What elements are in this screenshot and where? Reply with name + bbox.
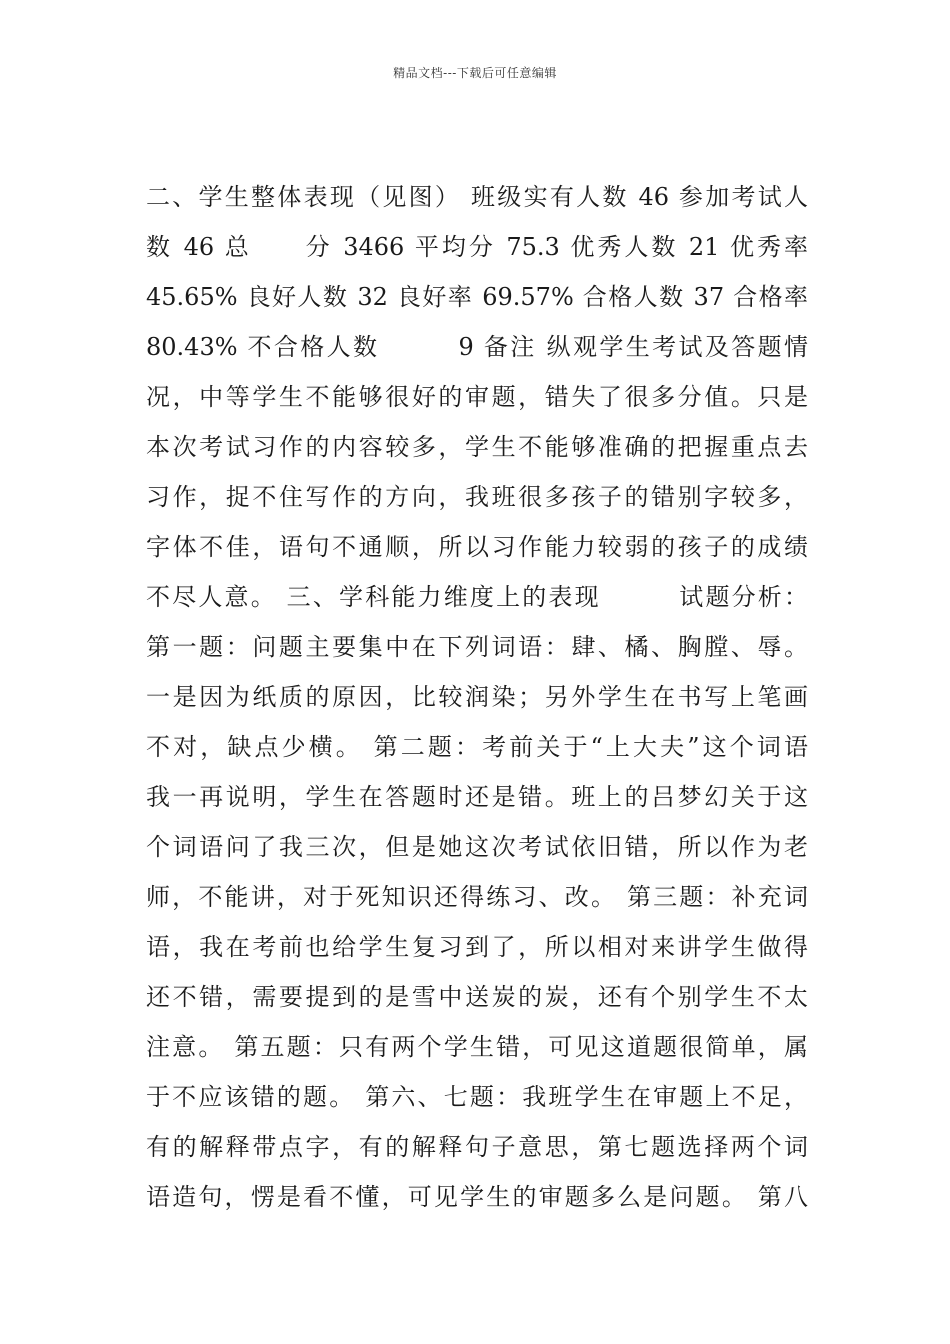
text-line: 二、学生整体表现（见图） 班级实有人数 46 参加考试人 [146, 183, 808, 211]
page-header: 精品文档---下载后可任意编辑 [393, 66, 557, 80]
text-line: 于不应该错的题。 第六、七题：我班学生在审题上不足， [146, 1083, 808, 1111]
text-line: 本次考试习作的内容较多，学生不能够准确的把握重点去 [146, 433, 808, 461]
text-line: 字体不佳，语句不通顺，所以习作能力较弱的孩子的成绩 [146, 533, 808, 561]
text-line: 还不错，需要提到的是雪中送炭的炭，还有个别学生不太 [146, 983, 808, 1011]
text-line: 不对，缺点少横。 第二题：考前关于“上大夫”这个词语 [146, 733, 808, 761]
text-line: 语造句，愣是看不懂，可见学生的审题多么是问题。 第八 [146, 1183, 808, 1211]
text-line: 数 46 总 分 3466 平均分 75.3 优秀人数 21 优秀率 [146, 233, 808, 261]
text-line: 况，中等学生不能够很好的审题，错失了很多分值。只是 [146, 383, 808, 411]
text-line: 有的解释带点字，有的解释句子意思，第七题选择两个词 [146, 1133, 808, 1161]
document-body [146, 172, 808, 1222]
text-line: 我一再说明，学生在答题时还是错。班上的吕梦幻关于这 [146, 783, 808, 811]
text-line: 个词语问了我三次，但是她这次考试依旧错，所以作为老 [146, 833, 808, 861]
text-line: 师，不能讲，对于死知识还得练习、改。 第三题：补充词 [146, 883, 808, 911]
text-line: 45.65% 良好人数 32 良好率 69.57% 合格人数 37 合格率 [146, 283, 808, 311]
text-line: 习作，捉不住写作的方向，我班很多孩子的错别字较多， [146, 483, 808, 511]
text-line: 80.43% 不合格人数 9 备注 纵观学生考试及答题情 [146, 333, 808, 361]
text-line: 第一题：问题主要集中在下列词语：肆、橘、胸膛、辱。 [146, 633, 808, 661]
text-line: 不尽人意。 三、学科能力维度上的表现 试题分析： [146, 583, 808, 611]
text-line: 语，我在考前也给学生复习到了，所以相对来讲学生做得 [146, 933, 808, 961]
text-line: 注意。 第五题：只有两个学生错，可见这道题很简单，属 [146, 1033, 808, 1061]
text-line: 一是因为纸质的原因，比较润染；另外学生在书写上笔画 [146, 683, 808, 711]
